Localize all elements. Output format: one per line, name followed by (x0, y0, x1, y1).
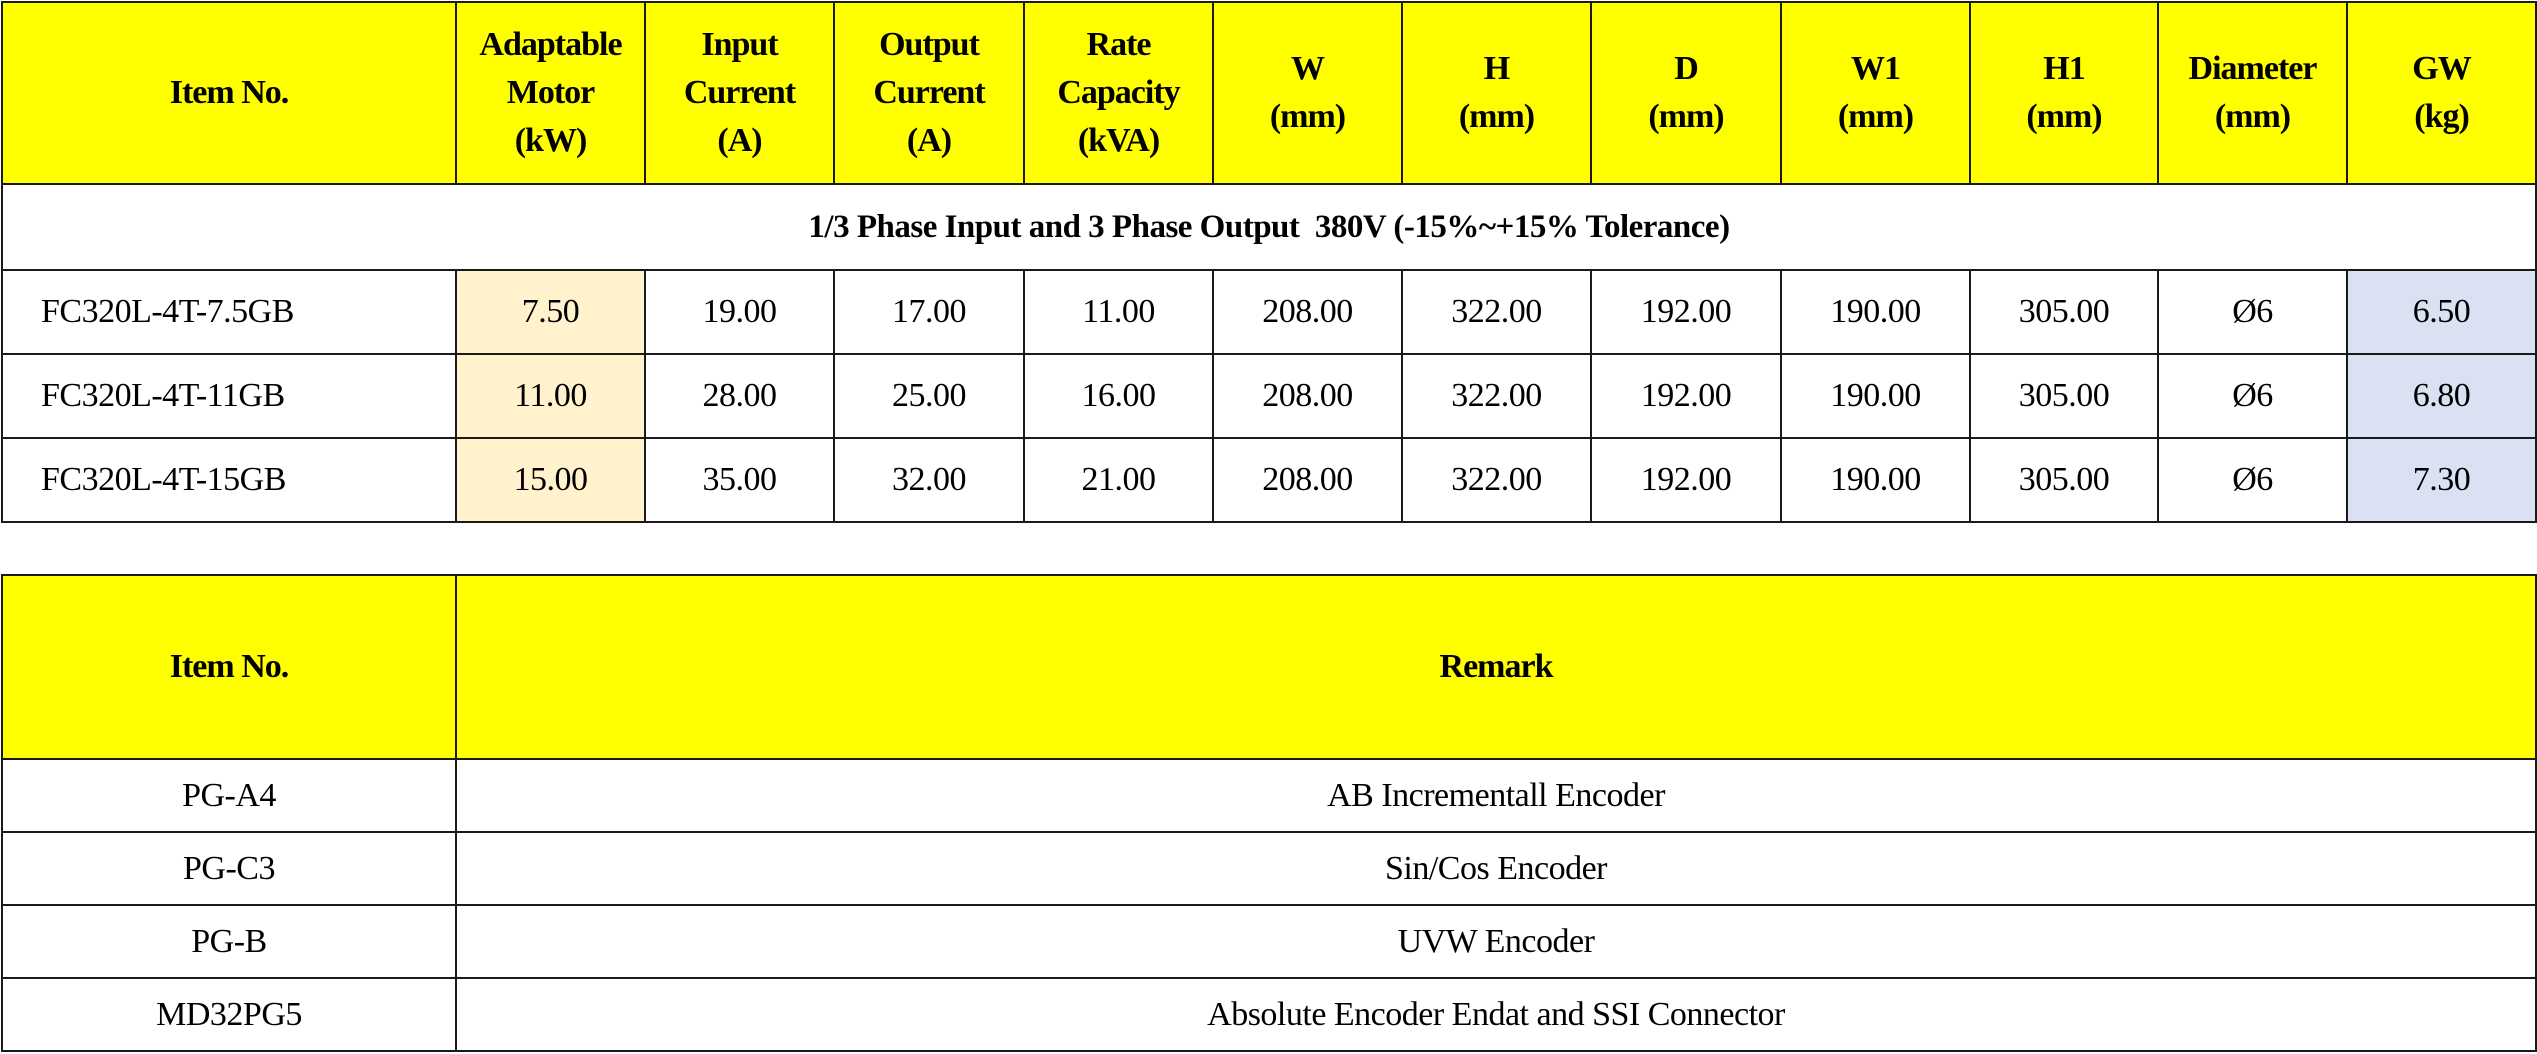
header-text: (kg) (2414, 98, 2469, 135)
header-w (1213, 2, 1402, 184)
cell-item-no: FC320L-4T-15GB (2, 438, 456, 522)
section-row (2, 184, 2536, 270)
header-text: Item No. (169, 74, 289, 111)
accessory-header-row (2, 575, 2536, 759)
header-text: (mm) (1648, 98, 1724, 135)
cell-diameter: Ø6 (2158, 354, 2347, 438)
cell-gw: 7.30 (2347, 438, 2536, 522)
cell-d: 192.00 (1591, 270, 1781, 354)
cell-input-current: 35.00 (645, 438, 834, 522)
table-row (2, 832, 2536, 905)
cell-rate-capacity: 21.00 (1024, 438, 1213, 522)
cell-item-no: PG-B (2, 905, 456, 978)
header-h (1402, 2, 1591, 184)
spec-table (1, 1, 2537, 523)
header-text: GW (2412, 50, 2471, 87)
cell-remark: AB Incrementall Encoder (456, 759, 2536, 832)
table-row (2, 354, 2536, 438)
cell-w: 208.00 (1213, 354, 1402, 438)
cell-item-no: PG-A4 (2, 759, 456, 832)
cell-diameter: Ø6 (2158, 270, 2347, 354)
header-text: (kVA) (1077, 122, 1160, 159)
header-d (1591, 2, 1781, 184)
header-text: (mm) (1837, 98, 1914, 135)
cell-item-no: MD32PG5 (2, 978, 456, 1051)
header-item-no: Item No. (2, 575, 456, 759)
cell-input-current: 28.00 (645, 354, 834, 438)
header-text: Rate (1086, 26, 1151, 63)
table-row (2, 270, 2536, 354)
header-gw (2347, 2, 2536, 184)
cell-item-no: FC320L-4T-11GB (2, 354, 456, 438)
cell-w: 208.00 (1213, 438, 1402, 522)
cell-input-current: 19.00 (645, 270, 834, 354)
table-row (2, 978, 2536, 1051)
header-text: (mm) (2026, 98, 2102, 135)
header-text: Motor (506, 74, 595, 111)
header-h1 (1970, 2, 2158, 184)
header-text: Output (879, 26, 979, 63)
header-text: H1 (2043, 50, 2085, 87)
cell-h1: 305.00 (1970, 270, 2158, 354)
cell-remark: Absolute Encoder Endat and SSI Connector (456, 978, 2536, 1051)
header-text: D (1674, 50, 1698, 87)
header-w1 (1781, 2, 1970, 184)
header-rate-capacity (1024, 2, 1213, 184)
header-text: W (1291, 50, 1324, 87)
header-input-current (645, 2, 834, 184)
cell-h: 322.00 (1402, 354, 1591, 438)
cell-rate-capacity: 16.00 (1024, 354, 1213, 438)
header-text: H (1483, 50, 1510, 87)
header-diameter (2158, 2, 2347, 184)
spec-header-row (2, 2, 2536, 184)
header-text: (A) (717, 122, 762, 159)
header-text: Diameter (2188, 50, 2317, 87)
section-title: 1/3 Phase Input and 3 Phase Output 380V (-15%~+15% Tolerance) (2, 184, 2536, 270)
cell-output-current: 32.00 (834, 438, 1024, 522)
header-output-current (834, 2, 1024, 184)
cell-d: 192.00 (1591, 354, 1781, 438)
header-text: Input (701, 26, 778, 63)
header-text: Capacity (1057, 74, 1180, 111)
header-text: W1 (1851, 50, 1900, 87)
header-text: (mm) (1269, 98, 1346, 135)
table-row (2, 438, 2536, 522)
cell-output-current: 25.00 (834, 354, 1024, 438)
header-text: Adaptable (479, 26, 622, 63)
header-adaptable-motor (456, 2, 645, 184)
cell-w: 208.00 (1213, 270, 1402, 354)
header-remark: Remark (456, 575, 2536, 759)
cell-item-no: FC320L-4T-7.5GB (2, 270, 456, 354)
cell-diameter: Ø6 (2158, 438, 2347, 522)
cell-rate-capacity: 11.00 (1024, 270, 1213, 354)
cell-w1: 190.00 (1781, 438, 1970, 522)
table-row (2, 905, 2536, 978)
cell-w1: 190.00 (1781, 354, 1970, 438)
accessory-table (1, 574, 2537, 1052)
header-text: (A) (906, 122, 952, 159)
cell-h1: 305.00 (1970, 438, 2158, 522)
cell-item-no: PG-C3 (2, 832, 456, 905)
cell-gw: 6.50 (2347, 270, 2536, 354)
cell-motor: 7.50 (456, 270, 645, 354)
cell-w1: 190.00 (1781, 270, 1970, 354)
cell-motor: 15.00 (456, 438, 645, 522)
header-text: Current (683, 74, 796, 111)
cell-h1: 305.00 (1970, 354, 2158, 438)
header-text: (mm) (2214, 98, 2291, 135)
cell-gw: 6.80 (2347, 354, 2536, 438)
cell-remark: Sin/Cos Encoder (456, 832, 2536, 905)
header-text: Current (873, 74, 985, 111)
cell-motor: 11.00 (456, 354, 645, 438)
cell-d: 192.00 (1591, 438, 1781, 522)
header-text: (mm) (1458, 98, 1535, 135)
cell-h: 322.00 (1402, 438, 1591, 522)
header-item-no (2, 2, 456, 184)
cell-remark: UVW Encoder (456, 905, 2536, 978)
cell-h: 322.00 (1402, 270, 1591, 354)
table-row (2, 759, 2536, 832)
header-text: (kW) (514, 122, 587, 159)
cell-output-current: 17.00 (834, 270, 1024, 354)
